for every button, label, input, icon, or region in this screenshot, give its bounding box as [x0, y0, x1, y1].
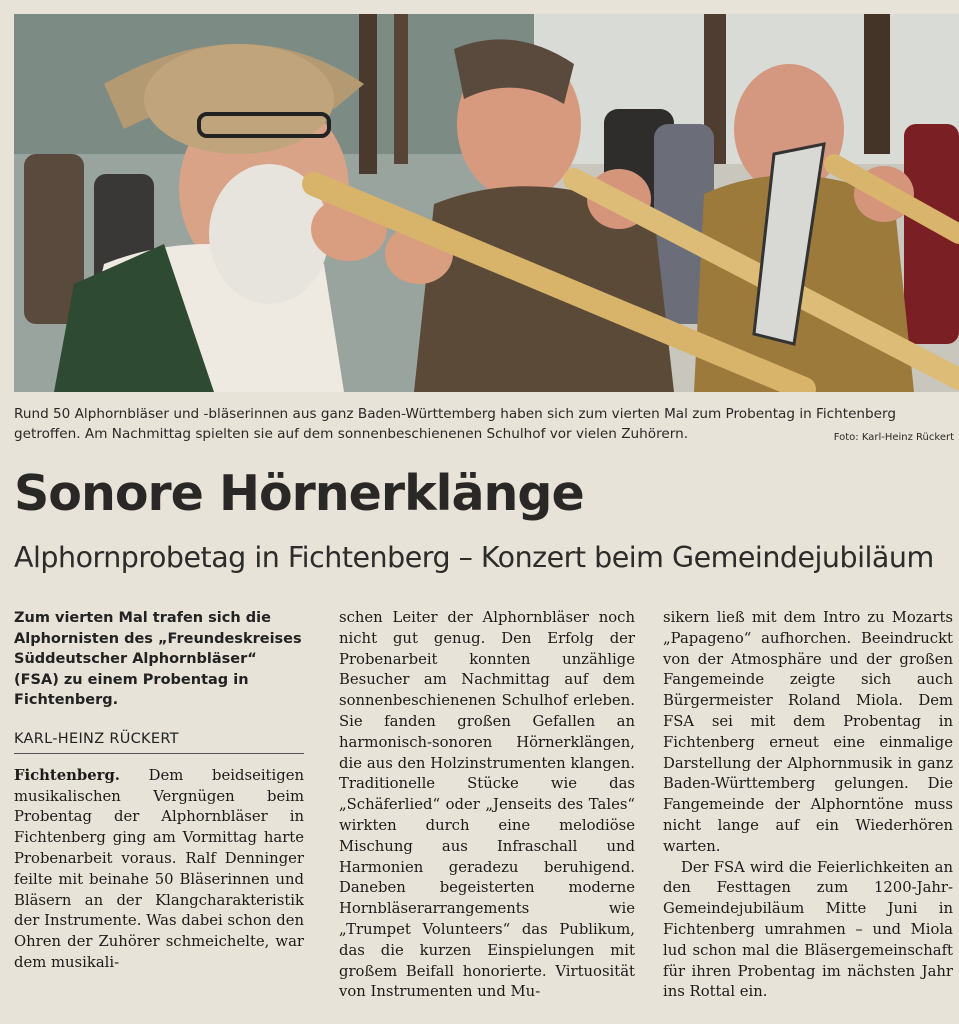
article-column-2: [339, 608, 635, 1003]
caption-text: Rund 50 Alphornbläser und -bläserinnen aus ganz Baden-Württemberg haben sich zum vierten Mal zum Probentag in Fichtenberg getroffen. Am Nachmittag spielten sie auf dem sonnenbeschienenen Schulhof vor vielen Zuhörern.: [14, 406, 897, 442]
body-paragraph-2: schen Leiter der Alphornbläser noch nicht gut genug. Den Erfolg der Probenarbeit konnten unzählige Besucher am Nachmittag auf dem sonnenbeschienenen Schulhof erleben. Sie fanden großen Gefallen an harmonisch-sonoren Hörnerklängen, die aus den Holzinstrumenten klangen. Traditionelle Stücke wie das „Schäferlied“ oder „Jenseits des Tales“ wirkten durch eine melodiöse Mischung aus Infraschall und Harmonien geradezu beruhigend. Daneben begeisterten moderne Hornbläserarrangements wie „Trumpet Volunteers“ das Publikum, das die kurzen Einspielungen mit großem Beifall honorierte. Virtuosität von Instrumenten und Mu-: [339, 609, 635, 1001]
body-paragraph-3: sikern ließ mit dem Intro zu Mozarts „Papageno“ aufhorchen. Beeindruckt von der Atmosphäre und der großen Fangemeinde zeigte sich auch Bürgermeister Roland Miola. Dem FSA sei mit dem Probentag in Fichtenberg erneut eine einmalige Darstellung der Alphornmusik in ganz Baden-Württemberg gelungen. Die Fangemeinde der Alphorntöne muss nicht lange auf ein Wiederhören warten.: [663, 609, 953, 855]
lead-paragraph: Zum vierten Mal trafen sich die Alphornisten des „Freundeskreises Süddeutscher Alphornbläser“ (FSA) zu einem Probentag in Fichtenberg.: [14, 610, 302, 709]
body-paragraph-4: Der FSA wird die Feierlichkeiten an den Festtagen zum 1200-Jahr-Gemeindejubiläum Mitte Juni in Fichtenberg umrahmen – und Miola lud schon mal die Bläsergemeinschaft für ihren Probentag im nächsten Jahr ins Rottal ein.: [663, 858, 953, 1001]
article-column-1: [14, 608, 304, 974]
photo-caption: [14, 404, 954, 448]
article-column-3: [663, 608, 953, 1003]
headline: Sonore Hörnerklänge: [14, 465, 584, 522]
article-photo: [14, 14, 959, 392]
body-text-1: Dem beidseitigen musikalischen Vergnügen beim Probentag der Alphornbläser in Fichtenberg ging am Vormittag harte Probenarbeit voraus. Ralf Denninger feilte mit beinahe 50 Bläserinnen und Bläsern an der Klangcharakteristik der Instrumente. Was dabei schon den Ohren der Zuhörer schmeichelte, war dem musikali-: [14, 766, 304, 971]
subheadline: Alphornprobetag in Fichtenberg – Konzert beim Gemeindejubiläum: [14, 541, 934, 574]
photo-credit: Foto: Karl-Heinz Rückert: [833, 432, 954, 443]
body-paragraph-1: [14, 766, 304, 974]
author-byline: KARL-HEINZ RÜCKERT: [14, 729, 304, 754]
dateline: Fichtenberg.: [14, 766, 120, 784]
